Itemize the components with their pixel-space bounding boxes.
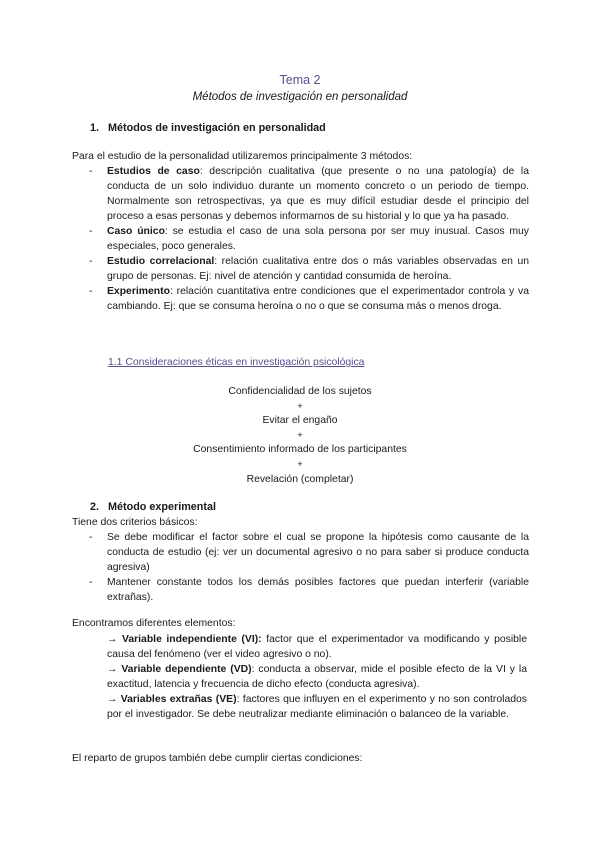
- dash-bullet: -: [89, 577, 93, 588]
- methods-list: [89, 164, 529, 314]
- dash-bullet: -: [89, 166, 93, 177]
- list-item: [89, 575, 529, 605]
- section-2-number: 2.: [90, 501, 100, 513]
- ethics-item: Confidencialidad de los sujetos: [228, 386, 372, 397]
- method-description: : descripción cualitativa (que presente o no una patología) de la conducta de un solo individuo durante un momento concreto o un periodo de tiempo. Normalmente son retrospectivas, ya que es muy difícil estudiar desde el principio del proceso a esas personas y debemos informarnos de su historial y lo que ya ha pasado.: [107, 166, 529, 222]
- element-description: : factores que influyen en el experimento y no son controlados por el investigador. Se debe neutralizar mediante eliminación o balanceo de la variable.: [107, 694, 528, 720]
- method-description: : relación cualitativa entre dos o más variables observadas en un grupo de personas. Ej: nivel de atención y cantidad consumida de heroína.: [107, 256, 529, 282]
- method-term: Estudio correlacional: [107, 256, 215, 267]
- dash-bullet: -: [89, 256, 93, 267]
- criterion-text: Mantener constante todos los demás posibles factores que puedan interferir (variable extrañas).: [107, 577, 529, 603]
- method-description: : se estudia el caso de una sola persona por ser muy inusual. Casos muy especiales, poco generales.: [107, 226, 529, 252]
- arrow-icon: →: [107, 664, 118, 675]
- closing-sentence: El reparto de grupos también debe cumplir ciertas condiciones:: [72, 753, 363, 764]
- ethics-considerations: [0, 384, 600, 486]
- method-term: Experimento: [107, 286, 170, 297]
- dash-bullet: -: [89, 226, 93, 237]
- element-description: factor que el experimentador va modificando y posible causa del fenómeno (ver el video agresivo o no).: [107, 634, 528, 660]
- section-1-heading: [90, 121, 326, 136]
- element-term: Variable independiente (VI):: [121, 634, 262, 645]
- elements-list: [107, 632, 527, 722]
- section-2-heading: [90, 500, 216, 515]
- criterion-text: Se debe modificar el factor sobre el cual se propone la hipótesis como causante de la conducta de estudio (ej: ver un documental agresivo o no para saber si produce conducta agresiva): [107, 532, 529, 573]
- arrow-icon: →: [107, 694, 118, 705]
- list-item: [89, 164, 529, 224]
- dash-bullet: -: [89, 532, 93, 543]
- plus-sign: +: [297, 429, 303, 440]
- list-item: [107, 692, 527, 722]
- arrow-icon: →: [107, 634, 118, 645]
- criteria-list: [89, 530, 529, 605]
- method-term: Estudios de caso: [107, 166, 200, 177]
- section-2-intro: Tiene dos criterios básicos:: [72, 517, 198, 528]
- section-1-title: Métodos de investigación en personalidad: [108, 122, 326, 134]
- element-term: Variables extrañas (VE): [120, 694, 237, 705]
- element-description: : conducta a observar, mide el posible efecto de la VI y la exactitud, latencia y frecuencia de dicho efecto (conducta agresiva).: [107, 664, 527, 690]
- dash-bullet: -: [89, 286, 93, 297]
- plus-sign: +: [297, 458, 303, 469]
- plus-sign: +: [297, 400, 303, 411]
- ethics-item: Consentimiento informado de los participantes: [193, 444, 407, 456]
- list-item: [89, 530, 529, 575]
- list-item: [107, 632, 527, 662]
- section-1-intro: Para el estudio de la personalidad utilizaremos principalmente 3 métodos:: [72, 151, 413, 162]
- list-item: [89, 254, 529, 284]
- elements-intro: Encontramos diferentes elementos:: [72, 618, 236, 629]
- method-term: Caso único: [107, 226, 165, 237]
- ethics-item: Evitar el engaño: [262, 415, 338, 427]
- ethics-item: Revelación (completar): [246, 473, 354, 485]
- section-2-title: Método experimental: [108, 501, 216, 513]
- subsection-ethics-link[interactable]: 1.1 Consideraciones éticas en investigación psicológica: [108, 357, 365, 368]
- list-item: [89, 224, 529, 254]
- list-item: [89, 284, 529, 314]
- element-term: Variable dependiente (VD): [121, 664, 252, 675]
- list-item: [107, 662, 527, 692]
- document-title: Tema 2: [279, 73, 321, 87]
- method-description: : relación cuantitativa entre condiciones que el experimentador controla y va cambiando. Ej: que se consuma heroína o no o que se consuma más o menos droga.: [107, 286, 529, 312]
- document-subtitle: Métodos de investigación en personalidad: [192, 91, 408, 103]
- section-1-number: 1.: [90, 122, 100, 134]
